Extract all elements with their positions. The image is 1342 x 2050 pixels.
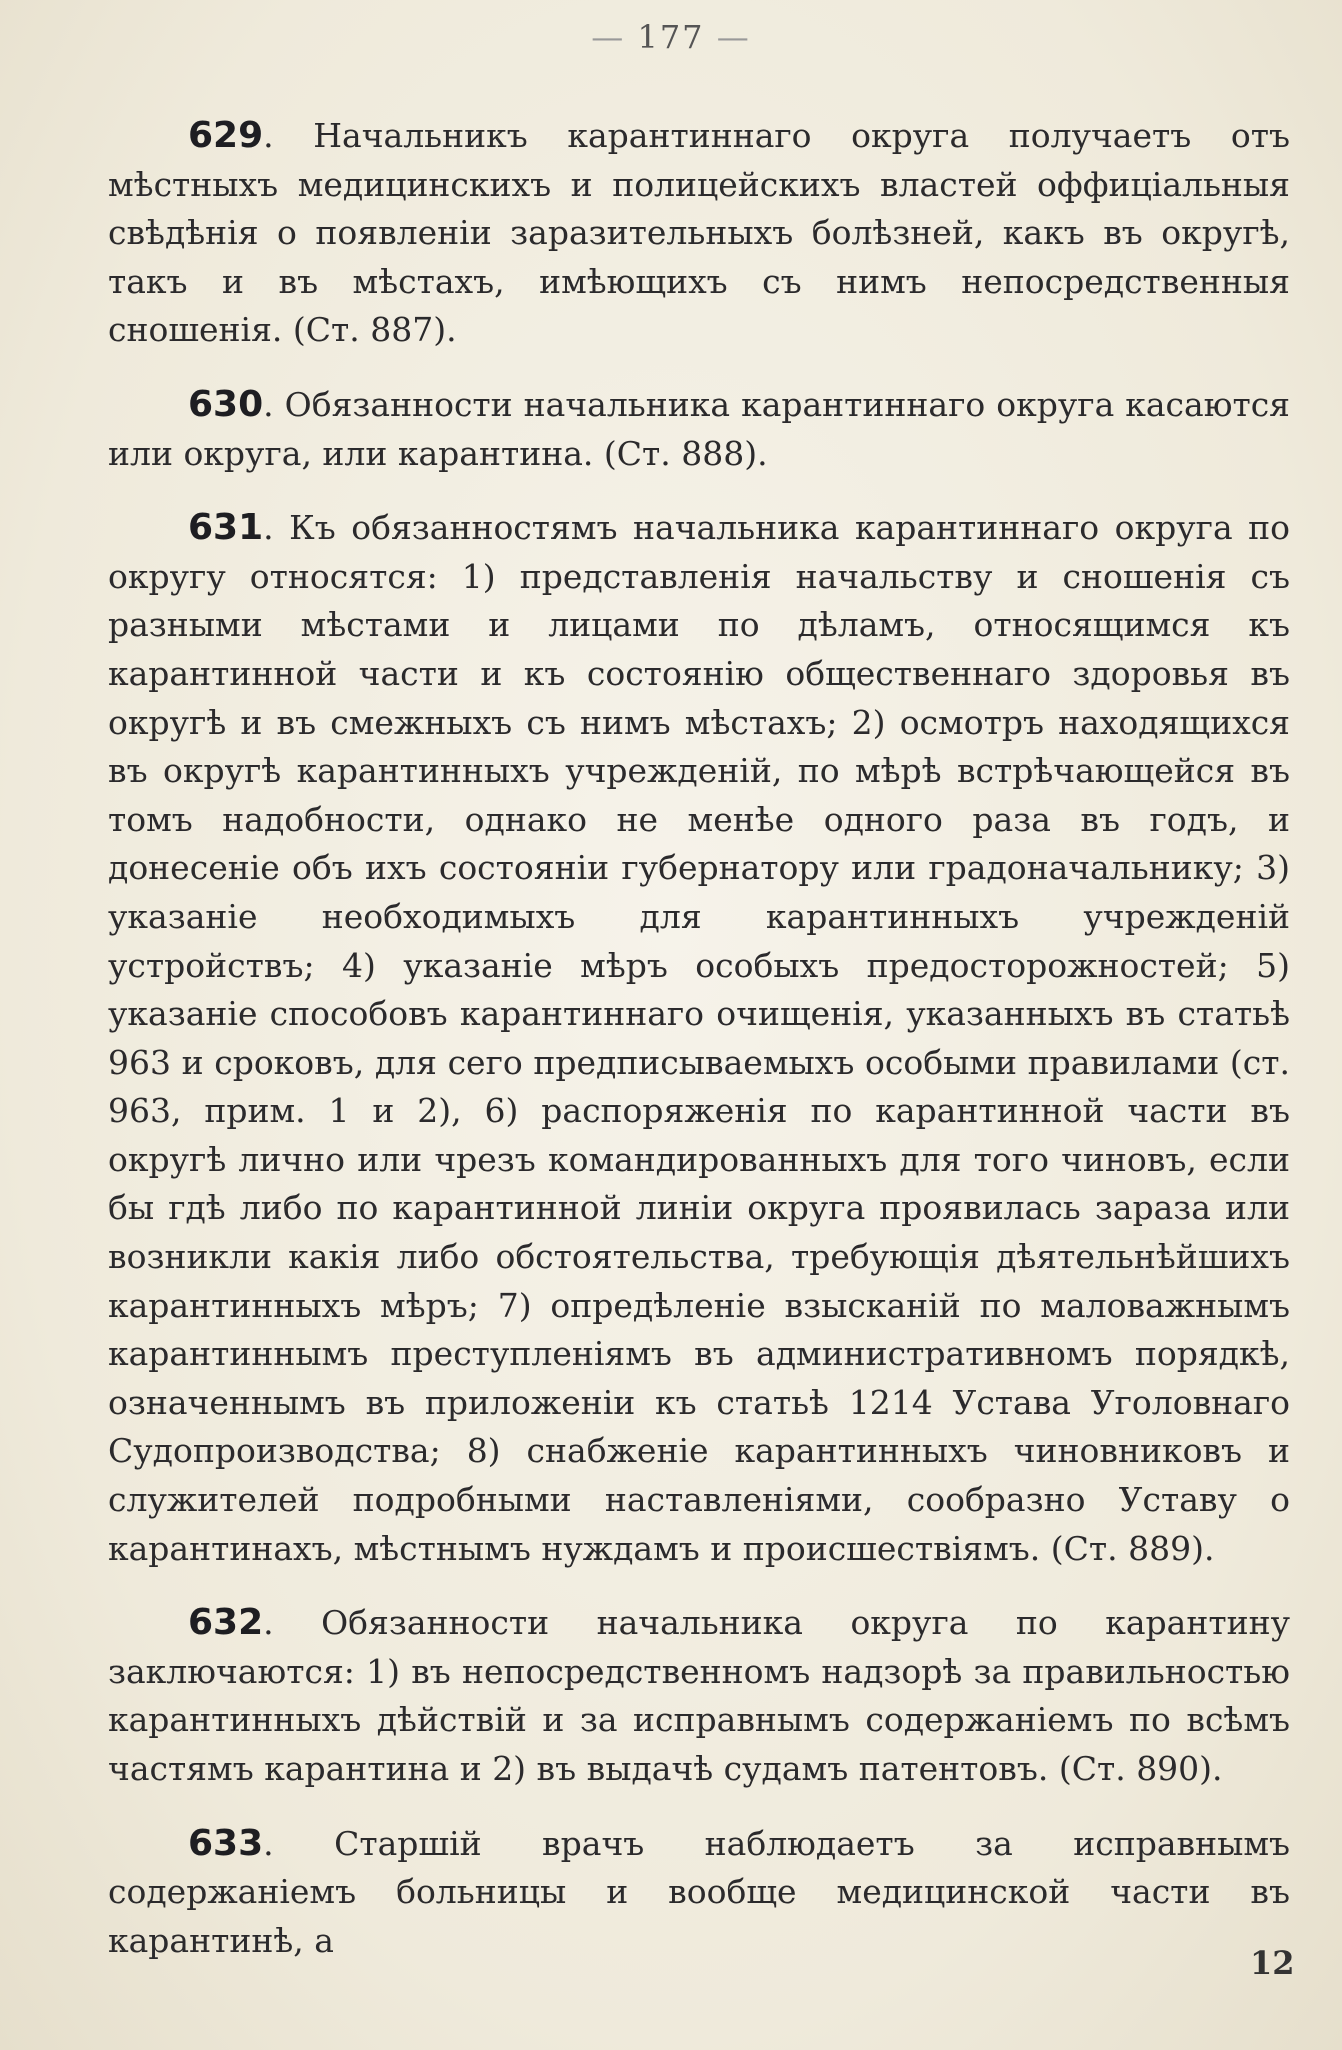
signature-mark: 12 (1250, 1944, 1295, 1982)
article-text: Обязанности начальника округа по карантину заключаются: 1) въ непосредственномъ надзорѣ за правильностью карантинныхъ дѣйствій и за исправнымъ содержаніемъ по всѣмъ частямъ карантина и 2) въ выдачѣ судамъ патентовъ. (Ст. 890). (108, 1603, 1290, 1788)
article-text: Къ обязанностямъ начальника карантиннаго округа по округу относятся: 1) представленія начальству и сношенія съ разными мѣстами и лицами по дѣламъ, относящимся къ карантинной части и къ состоянію общественнаго здоровья въ округѣ и въ смежныхъ съ нимъ мѣстахъ; 2) осмотръ находящихся въ округѣ карантинныхъ учрежденій, по мѣрѣ встрѣчающейся въ томъ надобности, однако не менѣе одного раза въ годъ, и донесеніе объ ихъ состояніи губернатору или градоначальнику; 3) указаніе необходимыхъ для карантинныхъ учрежденій устройствъ; 4) указаніе мѣръ особыхъ предосторожностей; 5) указаніе способовъ карантиннаго очищенія, указанныхъ въ статьѣ 963 и сроковъ, для сего предписываемыхъ особыми правилами (ст. 963, прим. 1 и 2), 6) распоряженія по карантинной части въ округѣ лично или чрезъ командированныхъ для того чиновъ, если бы гдѣ либо по карантинной линіи округа проявилась зараза или возникли какія либо обстоятельства, требующія дѣятельнѣйшихъ карантинныхъ мѣръ; 7) опредѣленіе взысканій по маловажнымъ карантиннымъ преступленіямъ въ административномъ порядкѣ, означеннымъ въ приложеніи къ статьѣ 1214 Устава Уголовнаго Судопроизводства; 8) снабженіе карантинныхъ чиновниковъ и служителей подробными наставленіями, сообразно Уставу о карантинахъ, мѣстнымъ нуждамъ и происшествіямъ. (Ст. 889). (108, 508, 1290, 1568)
article-number: 633 (188, 1822, 264, 1864)
article-text: Начальникъ карантиннаго округа получаетъ отъ мѣстныхъ медицинскихъ и полицейскихъ властей оффиціальныя свѣдѣнія о появленіи заразительныхъ болѣзней, какъ въ округѣ, такъ и въ мѣстахъ, имѣющихъ съ нимъ непосредственныя сношенія. (Ст. 887). (108, 116, 1290, 350)
article-633: 633. Старшій врачъ наблюдаетъ за исправнымъ содержаніемъ больницы и вообще медицинской части въ карантинѣ, а (108, 1822, 1291, 1960)
article-number: 629 (188, 115, 264, 156)
article-number: 631 (188, 507, 264, 549)
header-dash-right: — (704, 18, 751, 56)
article-632: 632. Обязанности начальника округа по карантину заключаются: 1) въ непосредственномъ надзорѣ за правильностью карантинныхъ дѣйствій и за исправнымъ содержаніемъ по всѣмъ частямъ карантина и 2) въ выдачѣ судамъ патентовъ. (Ст. 890). (108, 1602, 1290, 1788)
article-629: 629. Начальникъ карантиннаго округа получаетъ отъ мѣстныхъ медицинскихъ и полицейскихъ властей оффиціальныя свѣдѣнія о появленіи заразительныхъ болѣзней, какъ въ округѣ, такъ и въ мѣстахъ, имѣющихъ съ нимъ непосредственныя сношенія. (Ст. 887). (108, 115, 1290, 350)
article-text: Обязанности начальника карантиннаго округа касаются или округа, или карантина. (Ст. 888). (108, 384, 1291, 473)
article-630: 630. Обязанности начальника карантиннаго округа касаются или округа, или карантина. (Ст. 888). (108, 383, 1291, 473)
page-number: 177 (637, 18, 705, 56)
page-body (108, 112, 1290, 1991)
article-631: 631. Къ обязанностямъ начальника карантиннаго округа по округу относятся: 1) представленія начальству и сношенія съ разными мѣстами и лицами по дѣламъ, относящимся къ карантинной части и къ состоянію общественнаго здоровья въ округѣ и въ смежныхъ съ нимъ мѣстахъ; 2) осмотръ находящихся въ округѣ карантинныхъ учрежденій, по мѣрѣ встрѣчающейся въ томъ надобности, однако не менѣе одного раза въ годъ, и донесеніе объ ихъ состояніи губернатору или градоначальнику; 3) указаніе необходимыхъ для карантинныхъ учрежденій устройствъ; 4) указаніе мѣръ особыхъ предосторожностей; 5) указаніе способовъ карантиннаго очищенія, указанныхъ въ статьѣ 963 и сроковъ, для сего предписываемыхъ особыми правилами (ст. 963, прим. 1 и 2), 6) распоряженія по карантинной части въ округѣ лично или чрезъ командированныхъ для того чиновъ, если бы гдѣ либо по карантинной линіи округа проявилась зараза или возникли какія либо обстоятельства, требующія дѣятельнѣйшихъ карантинныхъ мѣръ; 7) опредѣленіе взысканій по маловажнымъ карантиннымъ преступленіямъ въ административномъ порядкѣ, означеннымъ въ приложеніи къ статьѣ 1214 Устава Уголовнаго Судопроизводства; 8) снабженіе карантинныхъ чиновниковъ и служителей подробными наставленіями, сообразно Уставу о карантинахъ, мѣстнымъ нуждамъ и происшествіямъ. (Ст. 889). (108, 507, 1290, 1568)
page-header (0, 18, 1342, 56)
article-number: 630 (188, 383, 264, 425)
article-number: 632 (188, 1602, 264, 1644)
article-text: Старшій врачъ наблюдаетъ за исправнымъ содержаніемъ больницы и вообще медицинской части въ карантинѣ, а (108, 1823, 1291, 1960)
header-dash-left: — (591, 18, 638, 56)
